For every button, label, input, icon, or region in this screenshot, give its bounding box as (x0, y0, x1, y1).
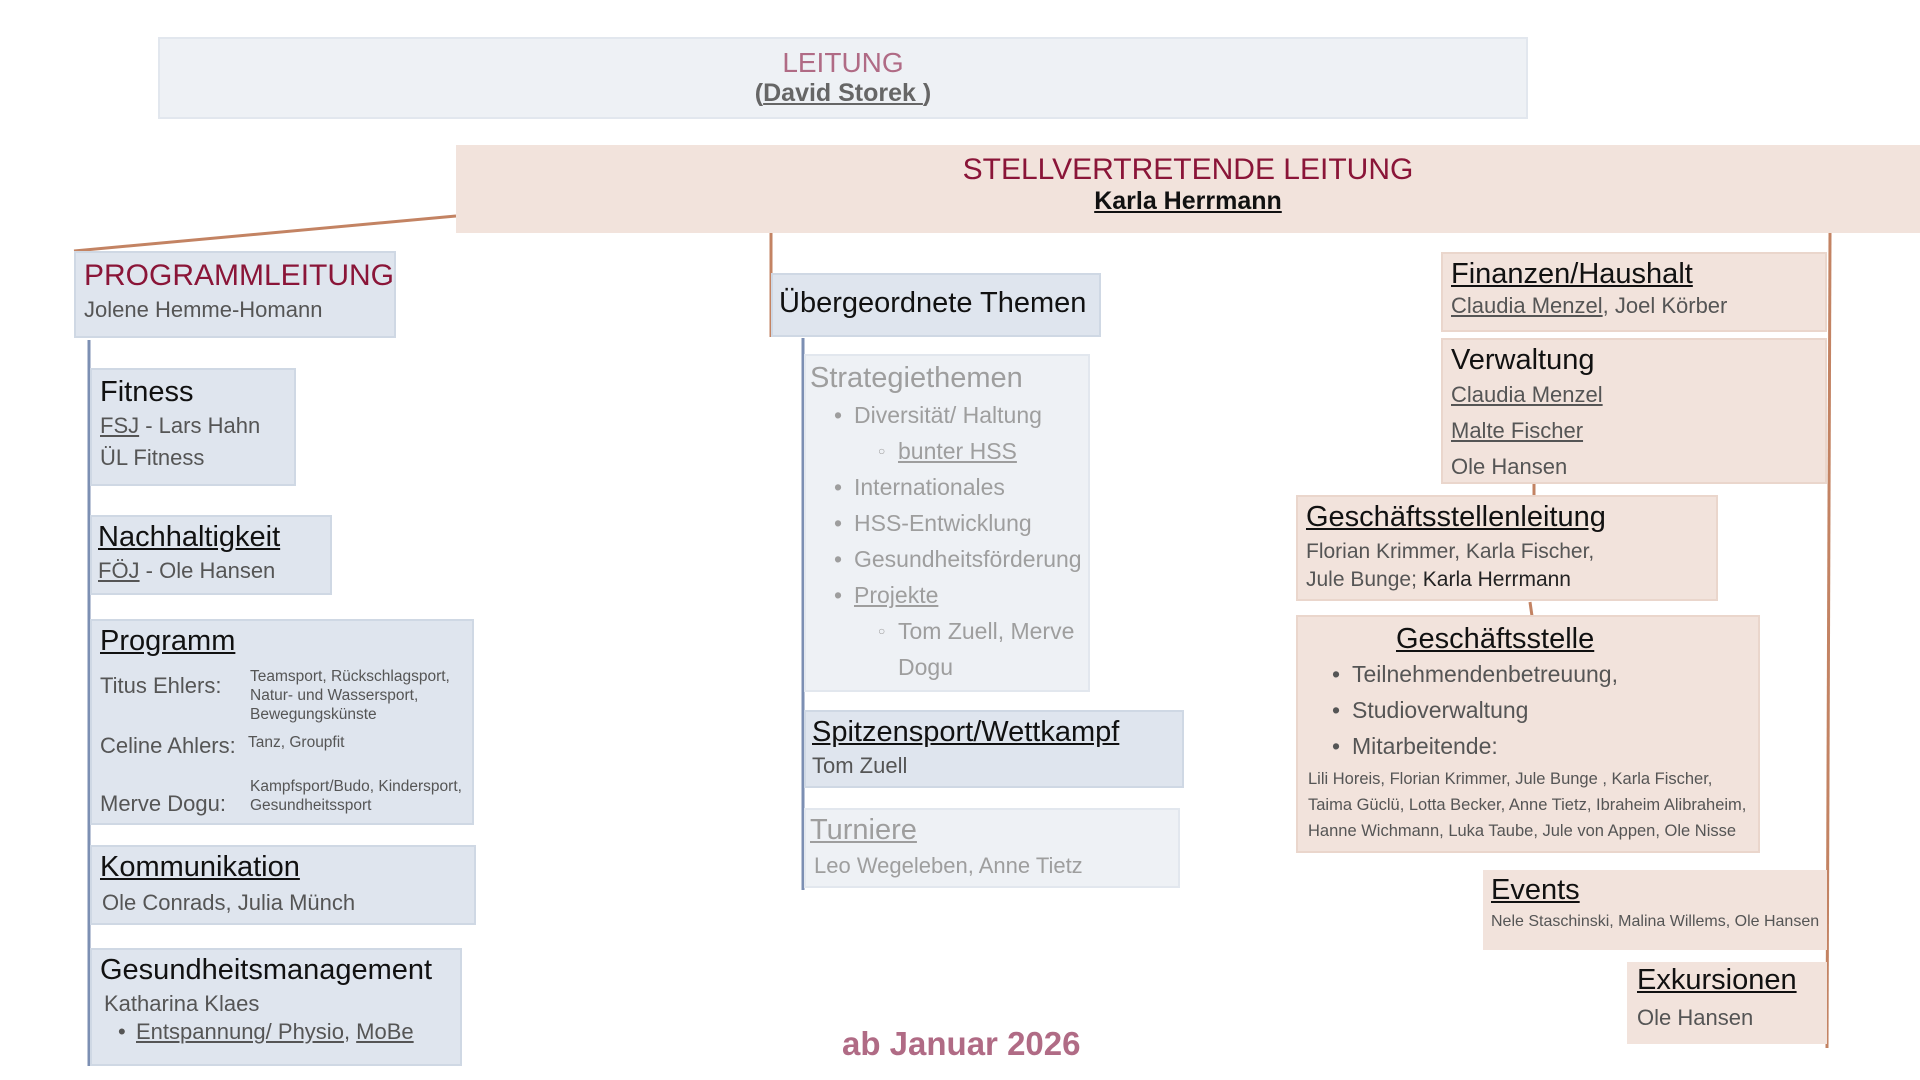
gs-staff-line: Lili Horeis, Florian Krimmer, Jule Bunge , Karla Fischer, (1308, 770, 1713, 788)
spitzensport-title[interactable]: Spitzensport/Wettkampf (812, 716, 1120, 748)
strategie-item: • Internationales (810, 469, 1088, 505)
exkursionen-box (1627, 962, 1827, 1044)
nachhaltigkeit-title[interactable]: Nachhaltigkeit (98, 521, 281, 553)
exkursionen-title[interactable]: Exkursionen (1637, 964, 1797, 996)
gsleitung-line2 (1306, 568, 1716, 592)
gs-item: • Studioverwaltung (1308, 692, 1758, 728)
leitung-title: LEITUNG (782, 47, 904, 78)
gesundheit-sep: , (343, 1019, 357, 1044)
programmleitung-title: PROGRAMMLEITUNG (84, 259, 395, 292)
fitness-ul: ÜL Fitness (100, 445, 205, 470)
verwaltung-title: Verwaltung (1451, 344, 1595, 376)
gesundheit-box (90, 948, 462, 1066)
turniere-box (804, 808, 1180, 888)
gsleitung-herrmann: Karla Herrmann (1422, 568, 1571, 591)
uebergeordnet-box (771, 273, 1101, 337)
leitung-close-paren: ) (922, 79, 932, 107)
fsj-link[interactable]: FSJ (100, 413, 140, 438)
verwaltung-person: Ole Hansen (1451, 454, 1568, 479)
gsleitung-names: Jule Bunge; (1306, 568, 1423, 591)
verwaltung-person[interactable]: Malte Fischer (1451, 418, 1584, 443)
programm-areas: Teamsport, Rückschlagsport, Natur- und Wassersport, Bewegungskünste (250, 668, 450, 723)
footer-date: ab Januar 2026 (842, 1025, 1081, 1062)
gs-box (1296, 615, 1760, 853)
gs-title[interactable]: Geschäftsstelle (1396, 623, 1595, 655)
leitung-name[interactable]: David Storek (763, 79, 923, 107)
programm-person: Titus Ehlers: (100, 673, 222, 698)
programm-title[interactable]: Programm (100, 625, 236, 657)
strategie-item: • Diversität/ Haltung (810, 397, 1088, 433)
mobe-link[interactable]: MoBe (356, 1019, 414, 1044)
fitness-fsj-line (100, 413, 294, 439)
bullet-icon: • (118, 1019, 126, 1044)
leitung-open-paren: ( (754, 79, 764, 107)
strategie-item: • Gesundheitsförderung (810, 541, 1088, 577)
gsleitung-box (1296, 495, 1718, 601)
programm-areas: Kampfsport/Budo, Kindersport, Gesundheitssport (250, 778, 462, 814)
programm-box (90, 619, 474, 825)
strategie-item: • HSS-Entwicklung (810, 505, 1088, 541)
gsleitung-title[interactable]: Geschäftsstellenleitung (1306, 501, 1606, 533)
strategie-item[interactable]: • Projekte (810, 577, 1088, 613)
events-box (1483, 870, 1827, 950)
stellv-title: STELLVERTRETENDE LEITUNG (962, 153, 1414, 186)
gesundheit-item (100, 1019, 460, 1045)
gs-item: • Mitarbeitende: (1308, 728, 1758, 764)
gs-staff-line: Taima Güclü, Lotta Becker, Anne Tietz, Ibraheim Alibraheim, (1308, 796, 1747, 814)
kommunikation-box (90, 845, 476, 925)
leitung-name-line (160, 79, 1526, 108)
gs-item: • Teilnehmendenbetreuung, (1308, 656, 1758, 692)
uebergeordnet-title: Übergeordnete Themen (779, 287, 1087, 319)
foj-person: - Ole Hansen (139, 558, 276, 583)
finanzen-box (1441, 252, 1827, 332)
strategie-box (804, 354, 1090, 692)
verwaltung-person[interactable]: Claudia Menzel (1451, 382, 1603, 407)
gsleitung-line1: Florian Krimmer, Karla Fischer, (1306, 540, 1595, 563)
fitness-box (90, 368, 296, 486)
kommunikation-title[interactable]: Kommunikation (100, 851, 300, 883)
strategie-title: Strategiethemen (810, 362, 1023, 394)
connector-right-main (1827, 233, 1830, 1048)
leitung-box (158, 37, 1528, 119)
gs-staff-line: Hanne Wichmann, Luka Taube, Jule von Appen, Ole Nisse (1308, 822, 1737, 840)
programm-areas: Tanz, Groupfit (248, 734, 345, 751)
exkursionen-name: Ole Hansen (1637, 1005, 1754, 1030)
gesundheit-title: Gesundheitsmanagement (100, 954, 433, 986)
nachhaltigkeit-box (90, 515, 332, 595)
turniere-names: Leo Wegeleben, Anne Tietz (814, 853, 1083, 878)
entspannung-link[interactable]: Entspannung/ Physio (136, 1019, 344, 1044)
programmleitung-box (74, 251, 396, 338)
connector-gsl-gs (1530, 602, 1532, 616)
nachhaltigkeit-foj-line (98, 558, 330, 584)
finanzen-link[interactable]: Claudia Menzel (1451, 293, 1603, 318)
gesundheit-name: Katharina Klaes (104, 991, 260, 1016)
events-names: Nele Staschinski, Malina Willems, Ole Hansen (1491, 913, 1820, 930)
foj-link[interactable]: FÖJ (98, 558, 140, 583)
programm-person: Celine Ahlers: (100, 733, 236, 758)
verwaltung-box (1441, 338, 1827, 484)
strategie-subitem[interactable]: ○ bunter HSS (810, 433, 1088, 469)
stellv-box (456, 145, 1920, 233)
finanzen-rest: , Joel Körber (1602, 293, 1728, 318)
spitzensport-box (804, 710, 1184, 788)
strategie-subitem: ○ Tom Zuell, Merve (810, 613, 1088, 649)
events-title[interactable]: Events (1491, 874, 1580, 906)
fitness-title: Fitness (100, 376, 194, 408)
finanzen-line (1451, 293, 1825, 319)
finanzen-title[interactable]: Finanzen/Haushalt (1451, 258, 1693, 290)
programmleitung-name: Jolene Hemme-Homann (84, 297, 323, 322)
kommunikation-names: Ole Conrads, Julia Münch (102, 890, 356, 915)
turniere-title[interactable]: Turniere (810, 814, 917, 846)
connector-stellv-programmleitung (74, 216, 456, 251)
stellv-name[interactable]: Karla Herrmann (1094, 187, 1282, 215)
programm-person: Merve Dogu: (100, 791, 226, 816)
strategie-subitem-cont: Dogu (898, 654, 953, 680)
fsj-person: - Lars Hahn (139, 413, 261, 438)
spitzensport-name: Tom Zuell (812, 753, 908, 778)
